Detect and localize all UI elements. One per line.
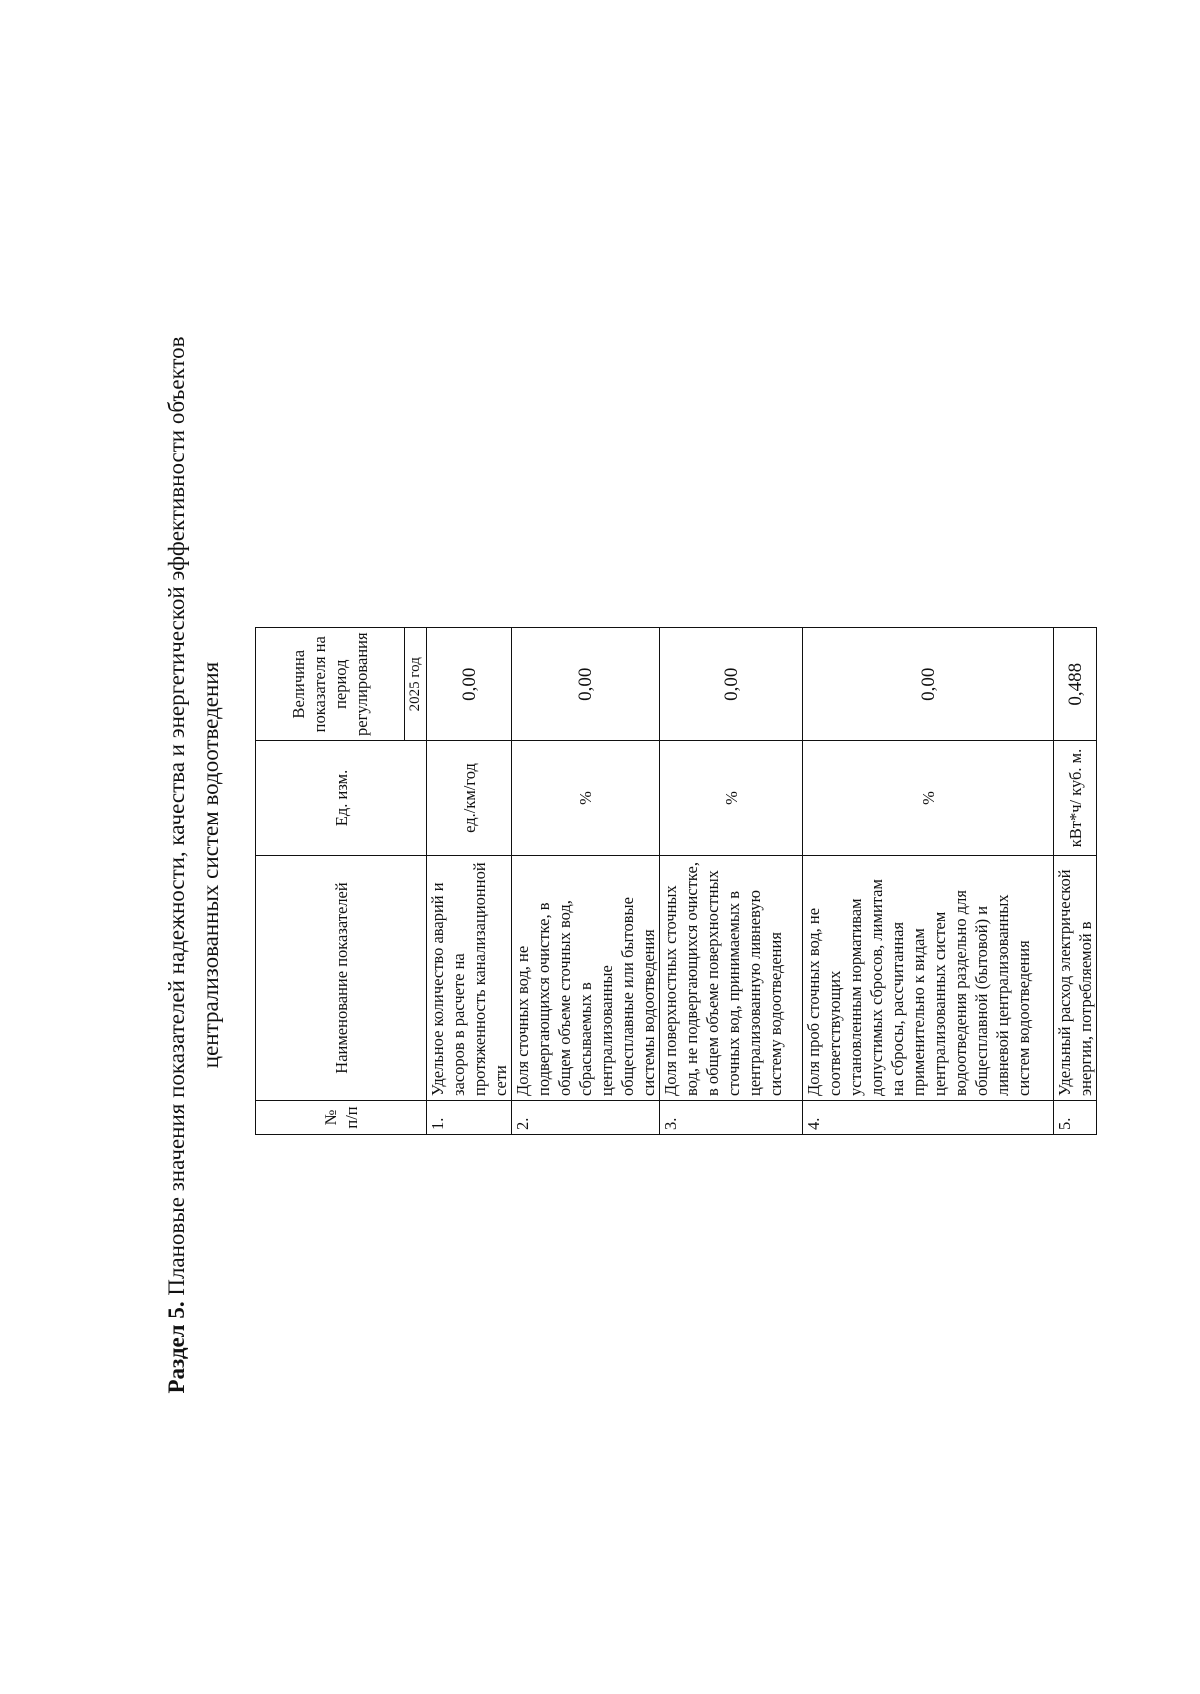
table-row xyxy=(1054,628,1097,1135)
table-row xyxy=(512,628,660,1135)
table-row xyxy=(427,628,512,1135)
row-name: Доля проб сточных вод, не соответствующих установленным нормативам допустимых сбросов, лимитам на сбросы, рассчитанная применительно к видам централизованных систем водоотведения раздельно для общесплавной (бытовой) и ливневой централизованных систем водоотведения xyxy=(803,856,1054,1101)
row-name: Удельное количество аварий и засоров в расчете на протяженность канализационной сети xyxy=(427,856,512,1101)
header-unit: Ед. изм. xyxy=(256,741,427,856)
row-unit: кВт*ч/ куб. м. xyxy=(1054,741,1097,856)
row-num: 2. xyxy=(512,1101,660,1135)
row-unit: % xyxy=(512,741,660,856)
row-unit: % xyxy=(660,741,803,856)
indicators-table xyxy=(255,627,1097,1135)
row-num: 3. xyxy=(660,1101,803,1135)
row-num: 5. xyxy=(1054,1101,1097,1135)
header-year: 2025 год xyxy=(405,628,427,741)
row-value: 0,00 xyxy=(427,628,512,741)
row-value: 0,00 xyxy=(803,628,1054,741)
section-heading xyxy=(160,200,228,1530)
heading-title: Плановые значения показателей надежности, качества и энергетической эффективности объектов xyxy=(164,336,189,1296)
table-row xyxy=(803,628,1054,1135)
header-num: № п/п xyxy=(256,1101,427,1135)
row-name: Доля сточных вод, не подвергающихся очистке, в общем объеме сточных вод, сбрасываемых в централизованные общесплавные или бытовые системы водоотведения xyxy=(512,856,660,1101)
row-num: 4. xyxy=(803,1101,1054,1135)
row-value: 0,00 xyxy=(660,628,803,741)
table-row xyxy=(660,628,803,1135)
row-name: Удельный расход электрической энергии, потребляемой в xyxy=(1054,856,1097,1101)
table-header-row xyxy=(256,628,405,1135)
heading-line-1 xyxy=(160,200,194,1530)
row-value: 0,00 xyxy=(512,628,660,741)
row-unit: ед./км/год xyxy=(427,741,512,856)
header-value: Величина показателя на период регулирования xyxy=(256,628,405,741)
rotated-page-content xyxy=(160,200,1160,1530)
row-name: Доля поверхностных сточных вод, не подвергающихся очистке, в общем объеме поверхностных сточных вод, принимаемых в централизованную ливневую систему водоотведения xyxy=(660,856,803,1101)
heading-line-2: централизованных систем водоотведения xyxy=(198,661,223,1069)
row-unit: % xyxy=(803,741,1054,856)
section-label: Раздел 5. xyxy=(164,1301,189,1394)
row-num: 1. xyxy=(427,1101,512,1135)
header-name: Наименование показателей xyxy=(256,856,427,1101)
row-value: 0,488 xyxy=(1054,628,1097,741)
